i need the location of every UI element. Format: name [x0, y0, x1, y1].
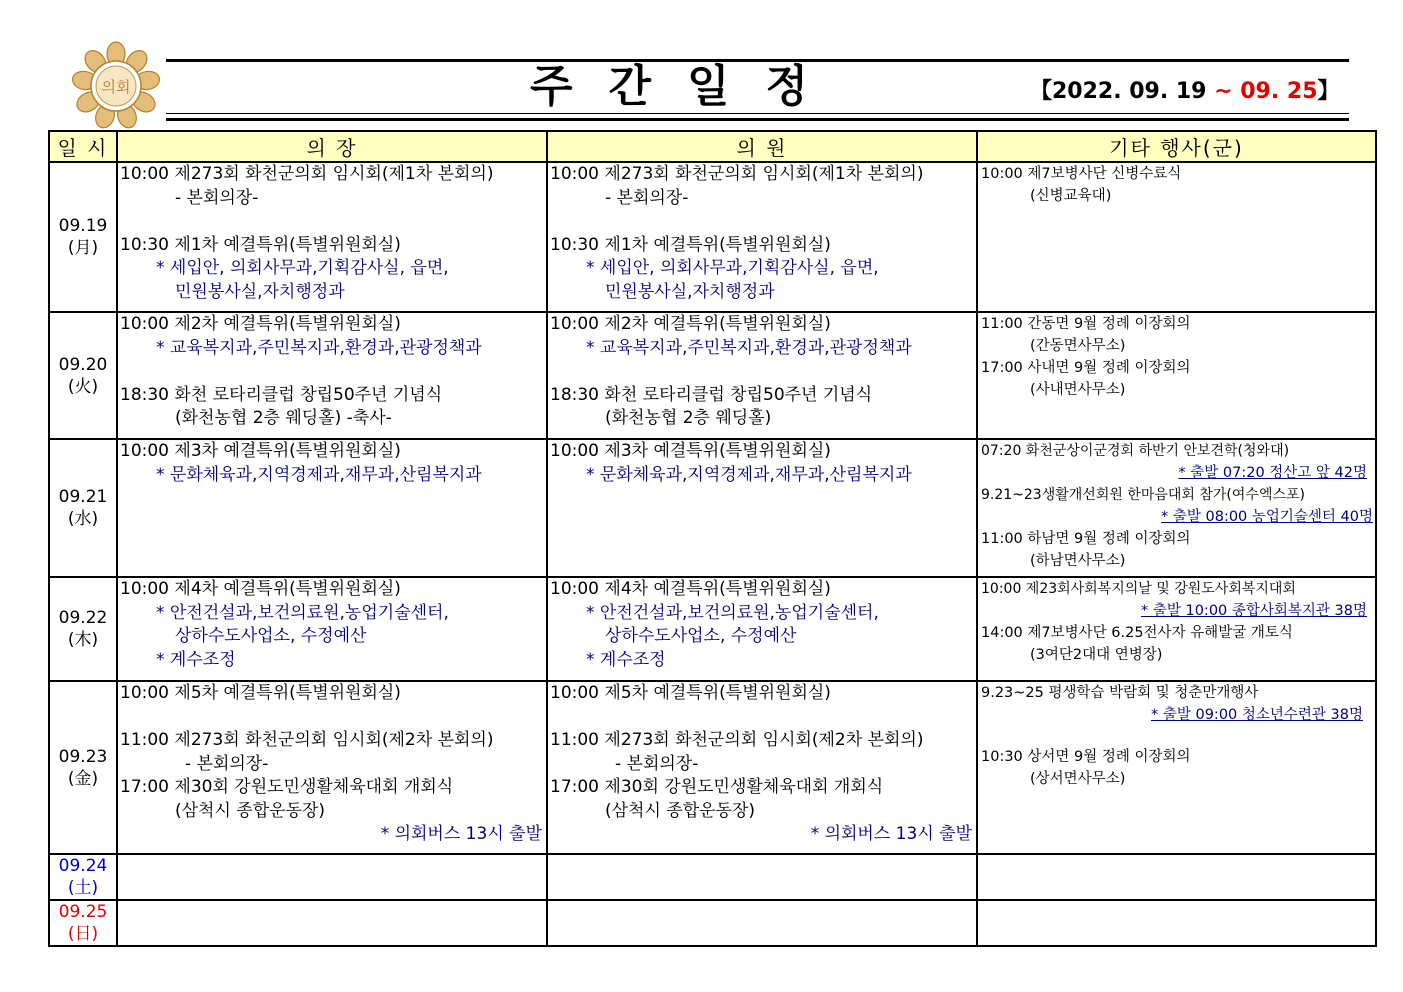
- date-end: 09. 25: [1232, 79, 1318, 104]
- table-row: [49, 900, 1376, 946]
- schedule-line: * 안전건설과,보건의료원,농업기술센터,: [586, 602, 879, 623]
- event-line: (3여단2대대 연병장): [1030, 647, 1163, 663]
- day-weekday: (金): [67, 768, 99, 789]
- schedule-line: * 의회버스 13시 출발: [810, 824, 972, 844]
- day-cell: [49, 681, 117, 854]
- schedule-line: 10:00 제4차 예결특위(특별위원회실): [550, 579, 831, 599]
- day-cell: [49, 312, 117, 439]
- schedule-line: 17:00 제30회 강원도민생활체육대회 개회식: [120, 777, 454, 797]
- members-cell: [547, 162, 977, 312]
- chair-cell: [117, 439, 547, 577]
- schedule-line: 17:00 제30회 강원도민생활체육대회 개회식: [550, 777, 884, 797]
- day-weekday: (月): [67, 238, 99, 258]
- table-row: [49, 162, 1376, 312]
- schedule-line: * 계수조정: [586, 649, 666, 670]
- table-row: [49, 439, 1376, 577]
- event-line: 11:00 간동면 9월 정례 이장회의: [981, 316, 1191, 332]
- day-date: 09.24: [58, 856, 108, 876]
- event-line: 11:00 하남면 9월 정례 이장회의: [981, 531, 1191, 547]
- title-rule-bottom: [166, 118, 1349, 121]
- members-cell: [547, 439, 977, 577]
- events-cell: [977, 162, 1376, 312]
- day-weekday: (土): [67, 878, 99, 898]
- schedule-line: * 세입안, 의회사무과,기획감사실, 읍면,: [156, 258, 449, 278]
- event-line: 9.21~23생활개선회원 한마음대회 참가(여수엑스포): [981, 487, 1305, 503]
- event-line: 07:20 화천군상이군경회 하반기 안보견학(청와대): [981, 443, 1290, 459]
- events-cell: [977, 900, 1376, 946]
- schedule-line: * 교육복지과,주민복지과,환경과,관광정책과: [586, 337, 912, 358]
- schedule-line: 10:00 제5차 예결특위(특별위원회실): [120, 683, 401, 703]
- emblem-text: 의회: [101, 78, 131, 96]
- schedule-line: (화천농협 2층 웨딩홀): [605, 408, 772, 428]
- table-header-row: [49, 131, 1376, 162]
- schedule-line: * 안전건설과,보건의료원,농업기술센터,: [156, 602, 449, 623]
- members-cell: [547, 577, 977, 681]
- schedule-line: 10:00 제3차 예결특위(특별위원회실): [550, 441, 831, 461]
- weekly-schedule-table: [48, 130, 1377, 947]
- day-weekday: (木): [67, 630, 99, 650]
- date-bracket-close: 】: [1317, 79, 1340, 104]
- chair-cell: [117, 900, 547, 946]
- schedule-line: 18:30 화천 로타리클럽 창립50주년 기념식: [120, 384, 443, 405]
- schedule-line: 민원봉사실,자치행정과: [175, 281, 345, 302]
- table-row: [49, 577, 1376, 681]
- members-cell: [547, 900, 977, 946]
- schedule-line: 10:00 제2차 예결특위(특별위원회실): [550, 314, 831, 334]
- schedule-line: 11:00 제273회 화천군의회 임시회(제2차 본회의): [550, 730, 924, 750]
- event-line: (사내면사무소): [1030, 382, 1126, 398]
- col-header-other-events: 기타 행사(군): [977, 131, 1376, 162]
- schedule-line: (삼척시 종합운동장): [175, 800, 326, 821]
- council-emblem-icon: [70, 40, 162, 132]
- table-row: [49, 854, 1376, 900]
- table-row: [49, 681, 1376, 854]
- event-line: 10:30 상서면 9월 정례 이장회의: [981, 749, 1191, 765]
- event-line: [978, 506, 1375, 528]
- departure-note: * 출발 08:00 농업기술센터 40명: [1161, 509, 1373, 525]
- day-date: 09.19: [58, 216, 108, 236]
- day-cell: [49, 439, 117, 577]
- schedule-line: 상하수도사업소, 수정예산: [605, 626, 797, 646]
- date-range: [1030, 74, 1340, 105]
- schedule-line: 10:30 제1차 예결특위(특별위원회실): [120, 234, 401, 255]
- schedule-line: * 계수조정: [156, 649, 236, 670]
- schedule-line: 상하수도사업소, 수정예산: [175, 626, 367, 646]
- day-cell: [49, 577, 117, 681]
- schedule-line: * 교육복지과,주민복지과,환경과,관광정책과: [156, 337, 482, 358]
- members-cell: [547, 312, 977, 439]
- schedule-line: 민원봉사실,자치행정과: [605, 281, 775, 302]
- schedule-line: - 본회의장-: [605, 187, 689, 208]
- schedule-line: (삼척시 종합운동장): [605, 800, 756, 821]
- chair-cell: [117, 681, 547, 854]
- schedule-line: 18:30 화천 로타리클럽 창립50주년 기념식: [550, 384, 873, 405]
- event-line: 14:00 제7보병사단 6.25전사자 유해발굴 개토식: [981, 625, 1293, 641]
- schedule-line: 10:00 제3차 예결특위(특별위원회실): [120, 441, 401, 461]
- col-header-date: 일 시: [49, 131, 117, 162]
- day-weekday: (火): [67, 376, 99, 397]
- event-line: (간동면사무소): [1030, 338, 1126, 354]
- event-line: [978, 462, 1375, 484]
- col-header-chair: 의 장: [117, 131, 547, 162]
- schedule-line: 10:00 제2차 예결특위(특별위원회실): [120, 314, 401, 334]
- chair-cell: [117, 312, 547, 439]
- event-line: 10:00 제23회사회복지의날 및 강원도사회복지대회: [981, 581, 1296, 597]
- schedule-line: 10:00 제273회 화천군의회 임시회(제1차 본회의): [550, 164, 924, 184]
- day-date: 09.21: [58, 487, 108, 507]
- event-line: (하남면사무소): [1030, 553, 1126, 569]
- schedule-line: (화천농협 2층 웨딩홀) -축사-: [175, 408, 392, 428]
- event-line: [978, 704, 1375, 726]
- schedule-line: * 세입안, 의회사무과,기획감사실, 읍면,: [586, 258, 879, 278]
- day-weekday: (日): [67, 924, 99, 944]
- event-line: (상서면사무소): [1030, 771, 1126, 787]
- schedule-line: - 본회의장-: [185, 753, 269, 774]
- day-date: 09.20: [58, 354, 108, 375]
- date-start: 【2022. 09. 19: [1030, 79, 1215, 104]
- day-date: 09.25: [58, 902, 108, 922]
- event-line: 10:00 제7보병사단 신병수료식: [981, 166, 1182, 182]
- chair-cell: [117, 162, 547, 312]
- departure-note: * 출발 10:00 종합사회복지관 38명: [1141, 603, 1367, 619]
- day-cell: [49, 162, 117, 312]
- event-line: [978, 600, 1375, 622]
- events-cell: [977, 312, 1376, 439]
- date-separator: ~: [1214, 79, 1233, 104]
- event-line: (신병교육대): [1030, 188, 1112, 204]
- events-cell: [977, 681, 1376, 854]
- chair-cell: [117, 577, 547, 681]
- schedule-line: * 의회버스 13시 출발: [380, 824, 542, 844]
- col-header-members: 의 원: [547, 131, 977, 162]
- events-cell: [977, 577, 1376, 681]
- schedule-line: 11:00 제273회 화천군의회 임시회(제2차 본회의): [120, 730, 494, 750]
- chair-cell: [117, 854, 547, 900]
- schedule-line: * 문화체육과,지역경제과,재무과,산림복지과: [586, 464, 912, 485]
- schedule-line: * 문화체육과,지역경제과,재무과,산림복지과: [156, 464, 482, 485]
- schedule-line: - 본회의장-: [175, 187, 259, 208]
- day-cell: [49, 900, 117, 946]
- events-cell: [977, 439, 1376, 577]
- schedule-line: 10:00 제273회 화천군의회 임시회(제1차 본회의): [120, 164, 494, 184]
- events-cell: [977, 854, 1376, 900]
- table-row: [49, 312, 1376, 439]
- members-cell: [547, 854, 977, 900]
- departure-note: * 출발 07:20 정산고 앞 42명: [1178, 465, 1367, 481]
- departure-note: * 출발 09:00 청소년수련관 38명: [1151, 707, 1363, 723]
- day-date: 09.22: [58, 608, 108, 628]
- day-weekday: (水): [67, 509, 99, 529]
- event-line: 17:00 사내면 9월 정례 이장회의: [981, 360, 1191, 376]
- schedule-line: 10:00 제4차 예결특위(특별위원회실): [120, 579, 401, 599]
- members-cell: [547, 681, 977, 854]
- schedule-line: 10:00 제5차 예결특위(특별위원회실): [550, 683, 831, 703]
- schedule-line: - 본회의장-: [615, 753, 699, 774]
- page-title: 주간일정: [530, 61, 845, 112]
- event-line: 9.23~25 평생학습 박람회 및 청춘만개행사: [981, 685, 1259, 701]
- schedule-line: 10:30 제1차 예결특위(특별위원회실): [550, 234, 831, 255]
- day-date: 09.23: [58, 746, 108, 767]
- day-cell: [49, 854, 117, 900]
